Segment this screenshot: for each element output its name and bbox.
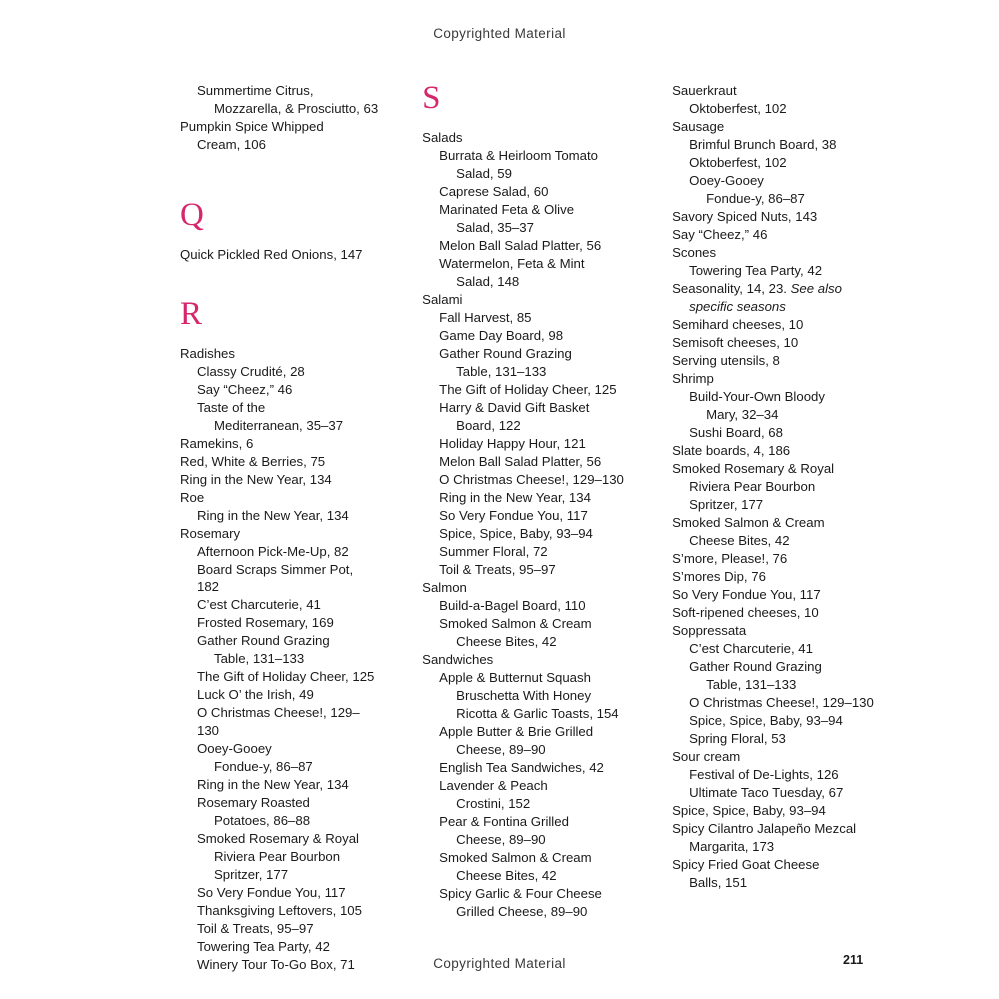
index-entry: Toil & Treats, 95–97: [439, 562, 556, 577]
index-entry: English Tea Sandwiches, 42: [439, 760, 604, 775]
index-entry: Table, 131–133: [214, 651, 305, 667]
index-entry: Build-a-Bagel Board, 110: [439, 598, 586, 613]
index-column-2: [422, 80, 628, 919]
index-entry: So Very Fondue You, 117: [672, 587, 821, 602]
index-entry: Sushi Board, 68: [689, 425, 783, 440]
index-entry: Melon Ball Salad Platter, 56: [439, 238, 602, 253]
index-entry: Pumpkin Spice Whipped: [180, 119, 324, 134]
index-entry: O Christmas Cheese!, 129–130: [197, 705, 360, 738]
index-entry-seasonality: [672, 280, 880, 297]
index-entry: Apple & Butternut Squash: [439, 670, 591, 685]
index-entry: Ring in the New Year, 134: [197, 507, 349, 523]
index-entry: The Gift of Holiday Cheer, 125: [439, 382, 617, 397]
index-entry: Margarita, 173: [689, 839, 775, 854]
index-entry: Towering Tea Party, 42: [689, 263, 823, 278]
index-entry: Sausage: [672, 119, 725, 134]
index-entry: Gather Round Grazing: [197, 633, 330, 649]
index-entry: Gather Round Grazing: [689, 659, 822, 674]
index-entry: Salmon: [422, 580, 467, 595]
index-entry: Red, White & Berries, 75: [180, 453, 326, 469]
index-entry: Watermelon, Feta & Mint: [439, 256, 585, 271]
index-entry: Brimful Brunch Board, 38: [689, 137, 837, 152]
index-entry: Smoked Salmon & Cream: [439, 616, 592, 631]
index-entry: O Christmas Cheese!, 129–130: [439, 472, 624, 487]
index-entry: Ring in the New Year, 134: [180, 471, 332, 487]
index-entry: Marinated Feta & Olive: [439, 202, 575, 217]
index-entry: Sour cream: [672, 749, 741, 764]
index-entry: Fondue-y, 86–87: [706, 191, 805, 206]
index-entry: Cheese, 89–90: [456, 832, 546, 847]
running-foot: Copyrighted Material: [433, 956, 566, 971]
index-entry: Roe: [180, 489, 205, 505]
index-entry: Bruschetta With Honey: [456, 688, 592, 703]
index-entry: Salami: [422, 292, 463, 307]
index-entry: The Gift of Holiday Cheer, 125: [197, 669, 375, 685]
index-entry: Apple Butter & Brie Grilled: [439, 724, 594, 739]
index-column-1: [180, 82, 379, 972]
index-entry: S’mores Dip, 76: [672, 569, 766, 584]
index-entry: Balls, 151: [689, 875, 748, 890]
index-entry: Ramekins, 6: [180, 435, 254, 451]
index-entry: Ooey-Gooey: [689, 173, 764, 188]
index-entry: Spritzer, 177: [689, 497, 764, 512]
index-entry: Soppressata: [672, 623, 747, 638]
index-entry: Summertime Citrus,: [197, 83, 314, 98]
index-entry: Ring in the New Year, 134: [197, 776, 349, 792]
index-entry: Ooey-Gooey: [197, 740, 272, 756]
index-entry: Festival of De-Lights, 126: [689, 767, 839, 782]
index-entry: Spice, Spice, Baby, 93–94: [439, 526, 593, 541]
index-entry: Taste of the: [197, 399, 266, 415]
index-entry: Ultimate Taco Tuesday, 67: [689, 785, 844, 800]
index-entry: Classy Crudité, 28: [197, 363, 305, 379]
index-entry: Slate boards, 4, 186: [672, 443, 791, 458]
index-letter-heading-q: Q: [180, 197, 204, 234]
index-entry: Table, 131–133: [706, 677, 797, 692]
index-letter-heading-s: S: [422, 80, 441, 116]
entry-list-s: [422, 129, 628, 920]
index-entry: Grilled Cheese, 89–90: [456, 904, 588, 919]
index-entry: Oktoberfest, 102: [689, 101, 787, 116]
index-entry: Semihard cheeses, 10: [672, 317, 804, 332]
index-entry: Burrata & Heirloom Tomato: [439, 148, 598, 163]
index-entry: Mozzarella, & Prosciutto, 63: [214, 101, 379, 116]
running-head: Copyrighted Material: [433, 26, 566, 41]
index-entry: Cheese Bites, 42: [456, 634, 557, 649]
index-entry: Harry & David Gift Basket: [439, 400, 590, 415]
index-letter-heading-r: R: [180, 295, 203, 332]
index-entry: So Very Fondue You, 117: [197, 884, 346, 900]
index-entry: C’est Charcuterie, 41: [197, 597, 321, 613]
index-entry: Smoked Salmon & Cream: [672, 515, 825, 530]
index-entry: Spring Floral, 53: [689, 731, 786, 746]
entry-list-3: [672, 82, 880, 891]
index-entry: Salad, 148: [456, 274, 520, 289]
index-entry: Sandwiches: [422, 652, 494, 667]
index-entry: Afternoon Pick-Me-Up, 82: [197, 543, 349, 559]
index-entry: specific seasons: [689, 299, 786, 314]
index-entry: Savory Spiced Nuts, 143: [672, 209, 818, 224]
index-entry: Toil & Treats, 95–97: [197, 920, 314, 936]
index-entry: Game Day Board, 98: [439, 328, 564, 343]
index-entry: Riviera Pear Bourbon: [689, 479, 816, 494]
index-entry: Winery Tour To-Go Box, 71: [197, 956, 355, 972]
index-entry: Cheese Bites, 42: [456, 868, 557, 883]
index-entry: Cream, 106: [197, 137, 266, 152]
index-entry: So Very Fondue You, 117: [439, 508, 588, 523]
index-entry: Frosted Rosemary, 169: [197, 615, 334, 631]
index-entry: Holiday Happy Hour, 121: [439, 436, 586, 451]
index-entry: Serving utensils, 8: [672, 353, 780, 368]
index-entry: Thanksgiving Leftovers, 105: [197, 902, 362, 918]
index-entry: Salad, 35–37: [456, 220, 534, 235]
index-entry: Spice, Spice, Baby, 93–94: [672, 803, 826, 818]
page-number: 211: [843, 953, 864, 967]
index-entry: Fall Harvest, 85: [439, 310, 532, 325]
index-entry: Salads: [422, 130, 463, 145]
index-entry: Crostini, 152: [456, 796, 531, 811]
index-entry: Semisoft cheeses, 10: [672, 335, 799, 350]
index-entry: Board Scraps Simmer Pot, 182: [197, 561, 354, 595]
index-entry: Melon Ball Salad Platter, 56: [439, 454, 602, 469]
index-entry: Spicy Fried Goat Cheese: [672, 857, 820, 872]
index-entry: C’est Charcuterie, 41: [689, 641, 813, 656]
index-entry: Riviera Pear Bourbon: [214, 848, 341, 864]
index-entry: Towering Tea Party, 42: [197, 938, 330, 954]
index-entry: Build-Your-Own Bloody: [689, 389, 825, 404]
index-entry: Spicy Cilantro Jalapeño Mezcal: [672, 821, 857, 836]
index-entry: Smoked Salmon & Cream: [439, 850, 592, 865]
index-entry: Say “Cheez,” 46: [197, 381, 293, 397]
index-entry: Cheese, 89–90: [456, 742, 546, 757]
index-entry: Soft-ripened cheeses, 10: [672, 605, 819, 620]
index-entry: S’more, Please!, 76: [672, 551, 788, 566]
index-entry: Fondue-y, 86–87: [214, 758, 313, 774]
index-entry: Rosemary: [180, 525, 241, 541]
index-entry: Shrimp: [672, 371, 714, 386]
index-entry: Spritzer, 177: [214, 866, 289, 882]
index-entry: Cheese Bites, 42: [689, 533, 790, 548]
index-entry: Mediterranean, 35–37: [214, 417, 344, 433]
entry-list-r: [180, 345, 378, 973]
index-entry: Say “Cheez,” 46: [672, 227, 768, 242]
index-entry: Oktoberfest, 102: [689, 155, 787, 170]
index-entry: Lavender & Peach: [439, 778, 548, 793]
index-entry: Rosemary Roasted: [197, 794, 310, 810]
index-entry: Scones: [672, 245, 717, 260]
index-entry: Spice, Spice, Baby, 93–94: [689, 713, 843, 728]
index-entry: Radishes: [180, 345, 235, 361]
entry-list-q: [180, 246, 378, 263]
index-entry: O Christmas Cheese!, 129–130: [689, 695, 874, 710]
index-entry: Board, 122: [456, 418, 521, 433]
index-entry: Potatoes, 86–88: [214, 812, 311, 828]
index-entry: Smoked Rosemary & Royal: [672, 461, 835, 476]
index-entry: Luck O’ the Irish, 49: [197, 687, 314, 703]
index-entry: Spicy Garlic & Four Cheese: [439, 886, 602, 901]
index-entry: Mary, 32–34: [706, 407, 779, 422]
index-entry: Ricotta & Garlic Toasts, 154: [456, 706, 619, 721]
index-entry: Quick Pickled Red Onions, 147: [180, 247, 363, 263]
entry-list-1: [180, 82, 378, 153]
index-entry: Salad, 59: [456, 166, 512, 181]
entry-text-plain: Seasonality, 14, 23.: [672, 281, 791, 296]
entry-see-also: See also: [790, 281, 842, 296]
index-entry: Table, 131–133: [456, 364, 547, 379]
index-entry: Ring in the New Year, 134: [439, 490, 591, 505]
index-entry: Gather Round Grazing: [439, 346, 572, 361]
index-entry: Sauerkraut: [672, 83, 737, 98]
index-column-3: [672, 82, 880, 902]
index-entry: Smoked Rosemary & Royal: [197, 830, 359, 846]
index-entry: Caprese Salad, 60: [439, 184, 549, 199]
index-entry: Pear & Fontina Grilled: [439, 814, 569, 829]
index-entry: Summer Floral, 72: [439, 544, 548, 559]
